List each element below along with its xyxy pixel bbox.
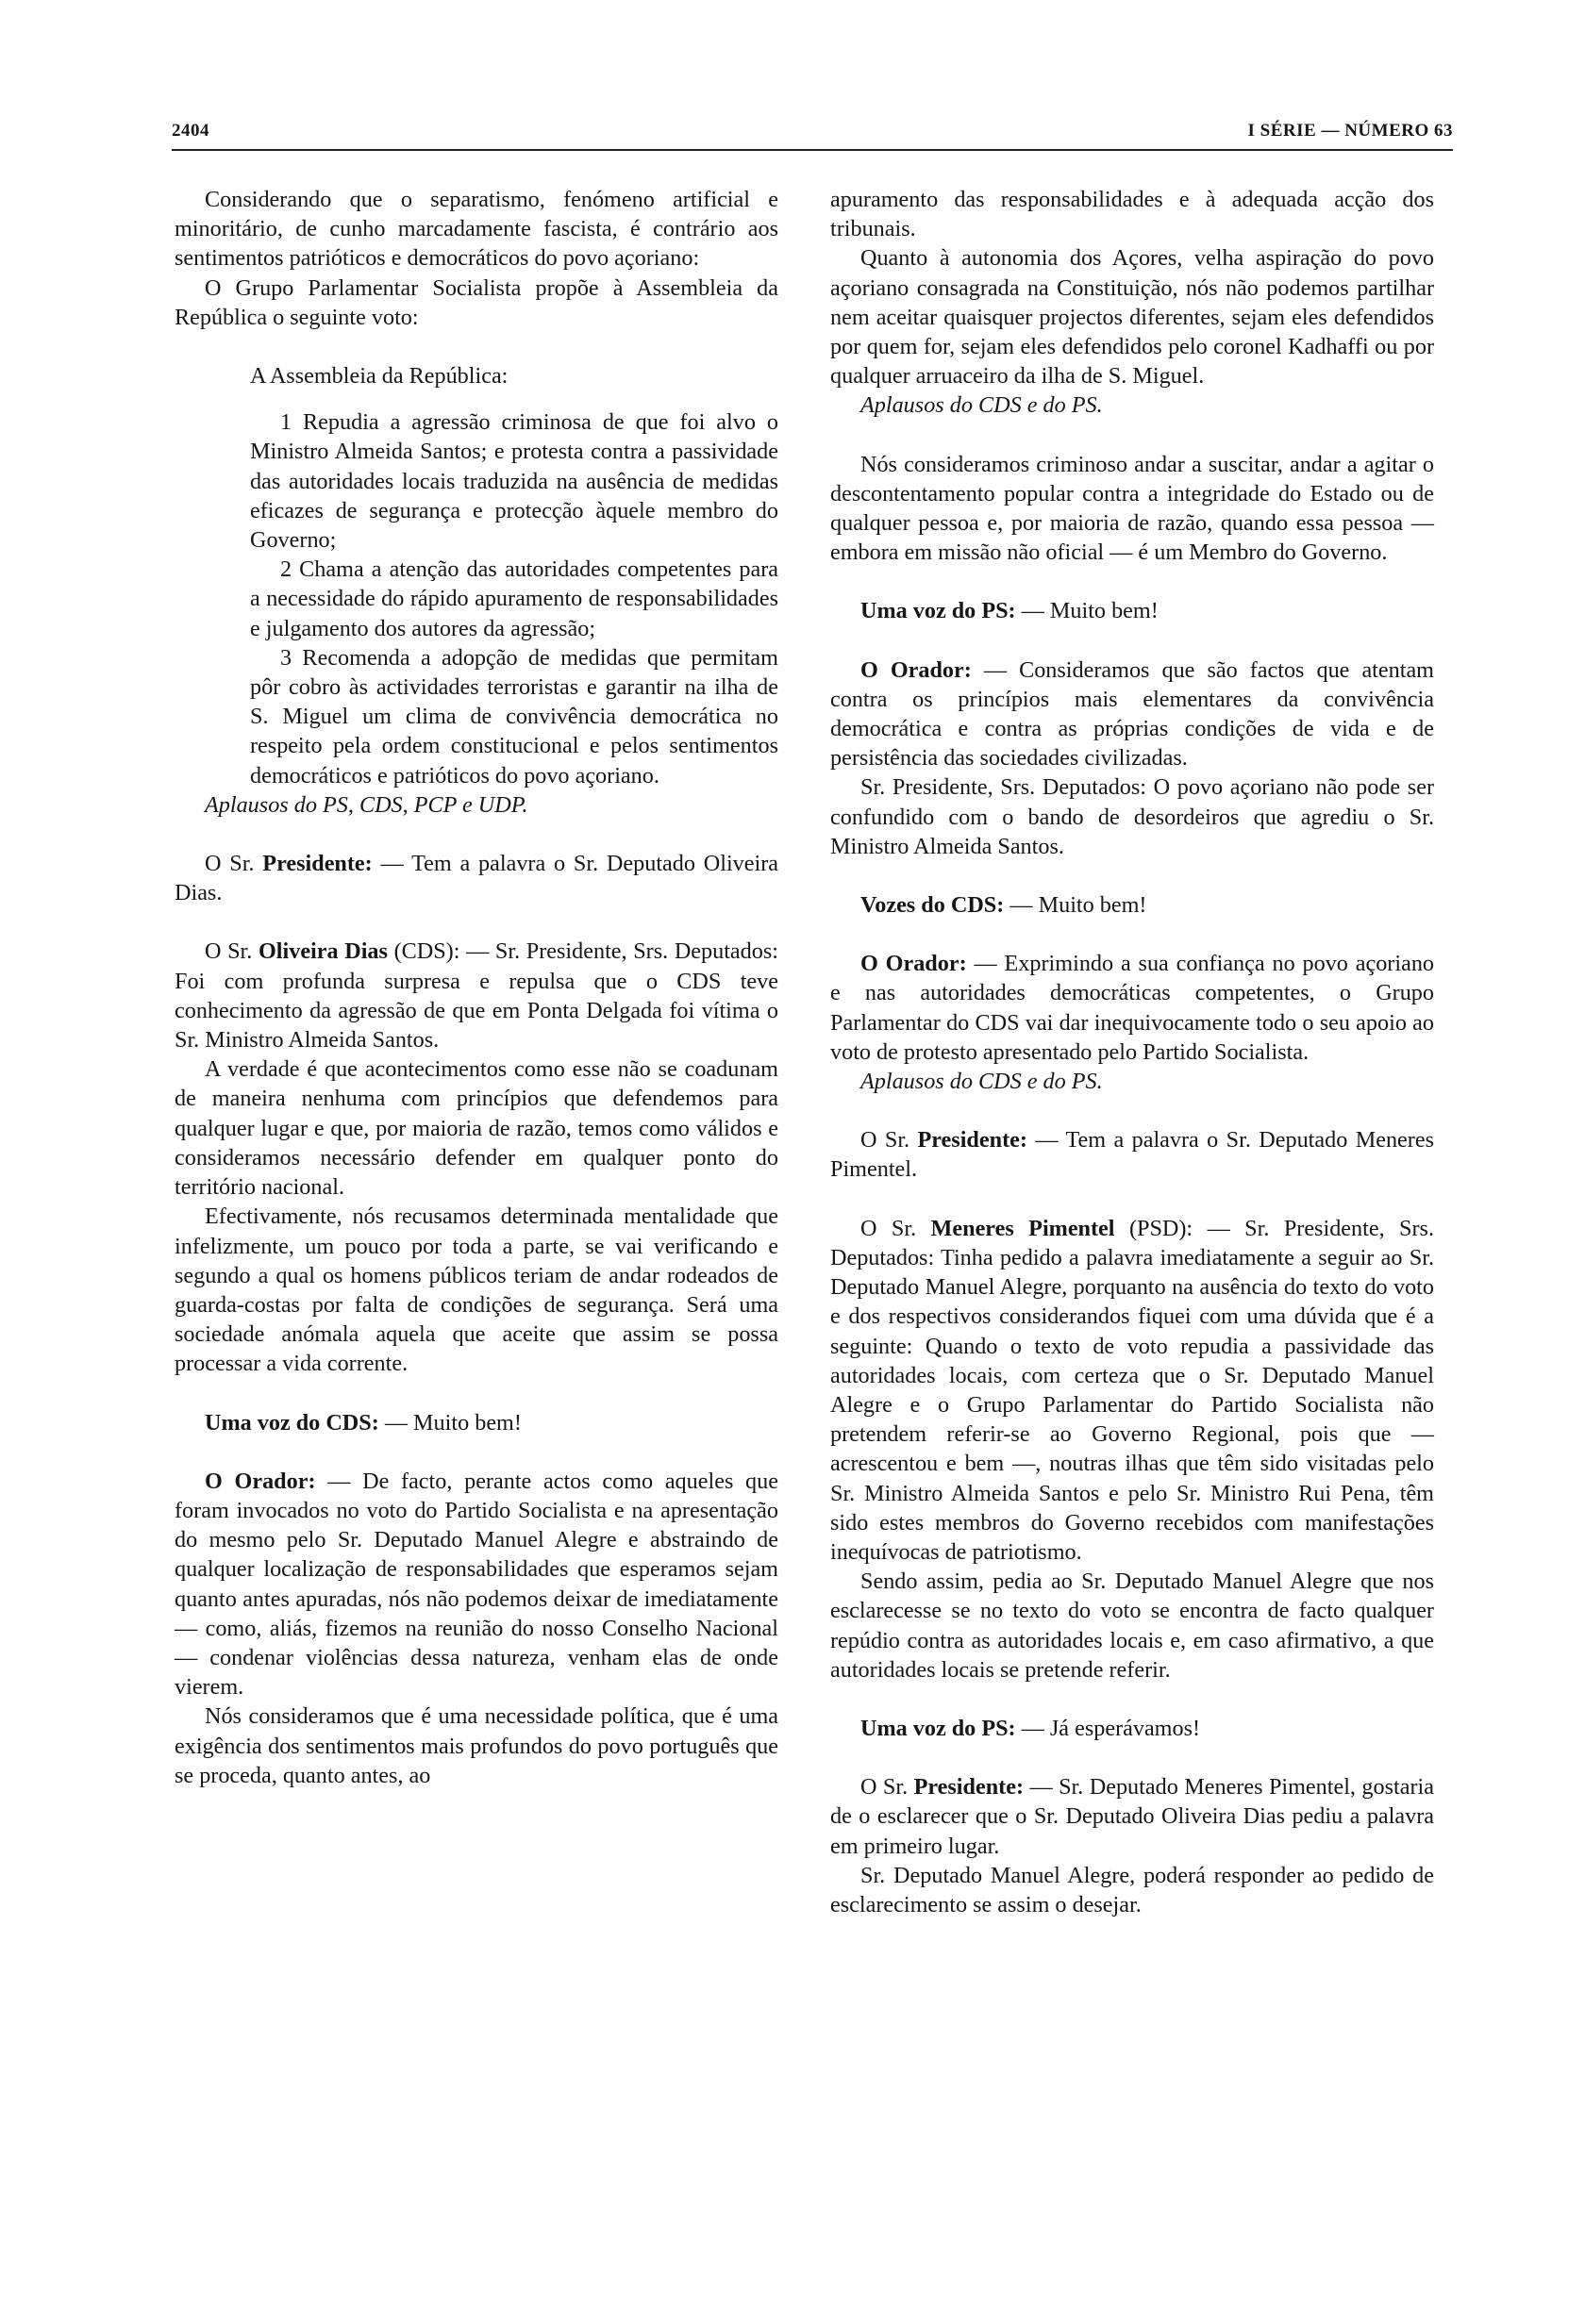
speech-text: — Tem a palavra o Sr. Deputado Meneres Pimentel. [830, 1127, 1434, 1183]
speech-text: — Muito bem! [378, 1409, 522, 1436]
right-column [830, 185, 1434, 1919]
speech-paragraph: Sendo assim, pedia ao Sr. Deputado Manuel Alegre que nos esclarecesse se no texto do voto se encontra de facto qualquer repúdio contra as autoridades locais e, em caso afirmativo, a que autoridades locais se pretende referir. [830, 1569, 1434, 1683]
speech-prefix: O Sr. [860, 1127, 918, 1154]
speaker-name: Uma voz do CDS: [205, 1409, 379, 1436]
speech-orador [175, 1467, 778, 1702]
speech-paragraph: Sr. Deputado Manuel Alegre, poderá responder ao pedido de esclarecimento se assim o desejar. [830, 1862, 1434, 1917]
applause-note: Aplausos do CDS e do PS. [860, 1069, 1103, 1095]
speech-oliveira-dias [175, 937, 778, 1054]
speech-presidente [830, 1772, 1434, 1861]
interjection [830, 890, 1434, 920]
speech-paragraph: A verdade é que acontecimentos como esse não se coadunam de maneira nenhuma com princípios que defendemos para qualquer lugar e que, por maioria de razão, temos como válidos e consideramos necessário defender em qualquer ponto do território nacional. [175, 1056, 778, 1201]
considerando-paragraph: Considerando que o separatismo, fenómeno artificial e minoritário, de cunho marcadamente fascista, é contrário aos sentimentos patrióticos e democráticos do povo açoriano: [175, 187, 778, 272]
proposal-paragraph: O Grupo Parlamentar Socialista propõe à Assembleia da República o seguinte voto: [175, 274, 778, 330]
speech-paragraph: Nós consideramos criminoso andar a suscitar, andar a agitar o descontentamento popular contra a integridade do Estado ou de qualquer pessoa e, por maioria de razão, quando essa pessoa — embora em missão não oficial — é um Membro do Governo. [830, 451, 1434, 566]
series-number: I SÉRIE — NÚMERO 63 [1247, 121, 1453, 141]
speech-text: (CDS): — Sr. Presidente, Srs. Deputados: Foi com profunda surpresa e repulsa que o CDS teve conhecimento da agressão de que em Ponta Delgada foi vítima o Sr. Ministro Almeida Santos. [175, 938, 778, 1054]
speaker-name: Uma voz do PS: [860, 1715, 1016, 1741]
left-column [175, 185, 778, 1790]
speaker-name: Presidente: [913, 1774, 1025, 1801]
speech-paragraph: Efectivamente, nós recusamos determinada mentalidade que infelizmente, um pouco por toda a parte, se vai verificando e segundo a qual os homens públicos teriam de andar rodeados de guarda-costas por falta de condições de segurança. Será uma sociedade anómala aquela que aceite que assim se possa processar a vida corrente. [175, 1204, 778, 1377]
speech-text: (PSD): — Sr. Presidente, Srs. Deputados: Tinha pedido a palavra imediatamente a seguir ao Sr. Deputado Manuel Alegre, porquanto na ausência do texto do voto e dos respectivos considerandos fiquei com uma dúvida que é a seguinte: Quando o texto de voto repudia a passividade das autoridades locais, com certeza que o Sr. Deputado Manuel Alegre e o Grupo Parlamentar do Partido Socialista não pretendem referir-se ao Governo Regional, pois que — acrescentou e bem —, noutras ilhas que têm sido visitadas pelo Sr. Ministro Almeida Santos e pelo Sr. Ministro Rui Pena, têm sido estes membros do Governo recebidos com manifestações inequívocas de patriotismo. [830, 1215, 1435, 1565]
speaker-name: Uma voz do PS: [860, 598, 1016, 624]
speech-paragraph: Nós consideramos que é uma necessidade política, que é uma exigência dos sentimentos mais profundos do povo português que se proceda, quanto antes, ao [175, 1703, 778, 1788]
speech-paragraph: Sr. Presidente, Srs. Deputados: O povo açoriano não pode ser confundido com o bando de desordeiros que agrediu o Sr. Ministro Almeida Santos. [830, 774, 1434, 859]
speech-text: — Muito bem! [1004, 892, 1147, 919]
motion-item-3: 3 Recomenda a adopção de medidas que permitam pôr cobro às actividades terroristas e garantir na ilha de S. Miguel um clima de convivência democrática no respeito pela ordem constitucional e pelos sentimentos democráticos e patrióticos do povo açoriano. [250, 644, 778, 788]
speech-prefix: O Sr. [205, 851, 263, 877]
speech-prefix: O Sr. [860, 1215, 931, 1241]
continued-paragraph: apuramento das responsabilidades e à adequada acção dos tribunais. [830, 187, 1434, 242]
header-rule [172, 149, 1453, 151]
speech-orador [830, 949, 1434, 1067]
interjection [175, 1408, 778, 1437]
speech-text: — Exprimindo a sua confiança no povo açoriano e nas autoridades democráticas competentes, o Grupo Parlamentar do CDS vai dar inequivocamente todo o seu apoio ao voto de protesto apresentado pelo Partido Socialista. [830, 951, 1435, 1065]
motion-heading: A Assembleia da República: [250, 363, 509, 390]
speech-orador [830, 656, 1434, 773]
speaker-name: Presidente: [917, 1127, 1027, 1154]
speech-paragraph: Quanto à autonomia dos Açores, velha aspiração do povo açoriano consagrada na Constituição, nós não podemos partilhar nem aceitar quaisquer projectos diferentes, sejam eles defendidos por quem for, sejam eles defendidos pelo coronel Kadhaffi ou por qualquer arruaceiro da ilha de S. Miguel. [830, 245, 1434, 390]
speaker-name: Vozes do CDS: [860, 892, 1005, 919]
interjection [830, 1714, 1434, 1743]
speech-presidente [175, 849, 778, 907]
speaker-name: Presidente: [262, 851, 373, 877]
speech-text: — Tem a palavra o Sr. Deputado Oliveira Dias. [175, 851, 779, 906]
speech-text: — De facto, perante actos como aqueles que foram invocados no voto do Partido Socialista e na apresentação do mesmo pelo Sr. Deputado Manuel Alegre e abstraindo de qualquer localização de responsabilidades que esperamos sejam quanto antes apuradas, nós não podemos deixar de imediatamente — como, aliás, fizemos na reunião do nosso Conselho Nacional — condenar violências dessa natureza, venham elas de onde vierem. [175, 1468, 778, 1701]
speaker-name: Meneres Pimentel [930, 1215, 1115, 1241]
speaker-name: O Orador: [860, 951, 967, 977]
interjection [830, 596, 1434, 625]
motion-item-1: 1 Repudia a agressão criminosa de que foi alvo o Ministro Almeida Santos; e protesta contra a passividade das autoridades locais traduzida na ausência de medidas eficazes de segurança e protecção àquele membro do Governo; [250, 409, 778, 554]
speech-presidente [830, 1125, 1434, 1184]
speaker-name: O Orador: [860, 656, 972, 683]
motion-item-2: 2 Chama a atenção das autoridades competentes para a necessidade do rápido apuramento de responsabilidades e julgamento dos autores da agressão; [250, 556, 778, 641]
speech-text: — Já esperávamos! [1015, 1715, 1201, 1741]
applause-note: Aplausos do CDS e do PS. [860, 392, 1103, 419]
speech-meneres-pimentel [830, 1214, 1434, 1567]
page-number: 2404 [172, 121, 209, 141]
speech-text: — Consideramos que são factos que atentam contra os princípios mais elementares da convivência democrática e contra as próprias condições de vida e de persistência das sociedades civilizadas. [830, 656, 1434, 772]
speech-text: — Muito bem! [1015, 598, 1159, 624]
speech-text: — Sr. Deputado Meneres Pimentel, gostaria de o esclarecer que o Sr. Deputado Oliveira Dias pediu a palavra em primeiro lugar. [830, 1774, 1434, 1859]
speaker-name: Oliveira Dias [258, 938, 388, 965]
applause-note: Aplausos do PS, CDS, PCP e UDP. [205, 791, 528, 818]
speech-prefix: O Sr. [205, 938, 259, 965]
speech-prefix: O Sr. [860, 1774, 914, 1801]
speaker-name: O Orador: [205, 1468, 316, 1494]
